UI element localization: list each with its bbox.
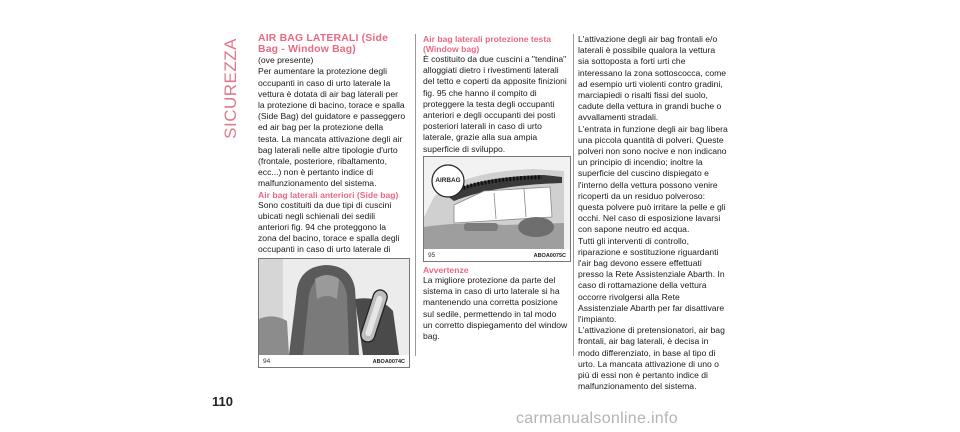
column-divider-2 (573, 34, 574, 356)
column-2 (423, 34, 568, 155)
page-number: 110 (212, 394, 233, 409)
column-divider-1 (415, 34, 416, 356)
column-1 (258, 34, 406, 267)
heading-window-bag: Air bag laterali protezione testa (Window bag) (423, 34, 551, 54)
figure-number: 94 (263, 358, 271, 365)
figure-95-window-bag (423, 156, 571, 262)
figure-code: ABOA0074C (372, 359, 405, 365)
intro-paragraph: Per aumentare la protezione degli occupanti in caso di urto laterale la vettura è dotata di air bag laterali per la protezione di bacino, torace e spalla (Side Bag) del guidatore e passeggero ed air bag per la protezione della testa. La mancata attivazione degli air bag laterali nelle altre tipologie d'urto (frontale, posteriore, ribaltamento, ecc...) non è pertanto indice di malfunzionamento del sistema. (258, 66, 406, 189)
watermark-text: carmanualsonline.info (516, 410, 678, 427)
figure-94-seat-side-bag (258, 258, 410, 368)
front-side-bag-text: Sono costituiti da due tipi di cuscini ubicati negli schienali dei sedili anteriori fig. 94 che proteggono la zona del bacino, torace e spalla degli occupanti in caso di urto laterale di (258, 199, 400, 255)
window-bag-text: È costituito da due cuscini a "tendina" alloggiati dietro i rivestimenti laterali del tetto e coperti da apposite finizioni fig. 95 che hanno il compito di proteggere la testa degli occupanti anteriori e degli occupanti dei posti posteriori laterali in caso di urto laterale, grazie alla sua ampia superficie di sviluppo. (423, 54, 567, 154)
paragraph-service-network: Tutti gli interventi di controllo, riparazione e sostituzione riguardanti l'air bag devono essere effettuati presso la Rete Assistenziale Abarth. In caso di rottamazione della vettura occorre rivolgersi alla Rete Assistenziale Abarth per far disattivare l'impianto. (578, 235, 725, 325)
car-interior-illustration (424, 157, 570, 249)
seat-illustration (259, 259, 409, 355)
paragraph-activation-underbody: L'attivazione degli air bag frontali e/o laterali è possibile qualora la vettura sia sottoposta a forti urti che interessano la zona sottoscocca, come ad esempio urti violenti contro gradini, marciapiedi o risalti fissi del suolo, cadute della vettura in grandi buche o avvallamenti stradali. (578, 34, 727, 123)
heading-front-side-bag: Air bag laterali anteriori (Side bag) (258, 189, 399, 200)
column-2-bottom (423, 265, 568, 342)
section-label: SICUREZZA (221, 38, 240, 139)
figure-number: 95 (428, 252, 436, 259)
figure-code: ABOA0075C (533, 253, 566, 259)
airbag-callout-label: AIRBAG (435, 177, 461, 184)
paragraph-differentiated-activation: L'attivazione di pretensionatori, air bag frontali, air bag laterali, è decisa in modo differenziato, in base al tipo di urto. La mancata attivazione di uno o più di essi non è pertanto indice di malfunzionamento del sistema. (578, 325, 725, 392)
availability-note: (ove presente) (258, 55, 314, 66)
paragraph-powder-release: L'entrata in funzione degli air bag libera una piccola quantità di polveri. Queste polveri non sono nocive e non indicano un principio di incendio; inoltre la superficie del cuscino dispiegato e l'interno della vettura possono venire ricoperti da un residuo polveroso: questa polvere può irritare la pelle e gli occhi. Nel caso di esposizione lavarsi con sapone neutro ed acqua. (578, 123, 728, 235)
section-title: AIR BAG LATERALI (Side Bag - Window Bag) (258, 33, 389, 55)
warnings-text: La migliore protezione da parte del sistema in caso di urto laterale si ha mantenendo una corretta posizione sul sedile, permettendo in tal modo un corretto dispiegamento del window bag. (423, 275, 568, 342)
heading-warnings: Avvertenze (423, 265, 469, 275)
column-3 (578, 34, 728, 393)
